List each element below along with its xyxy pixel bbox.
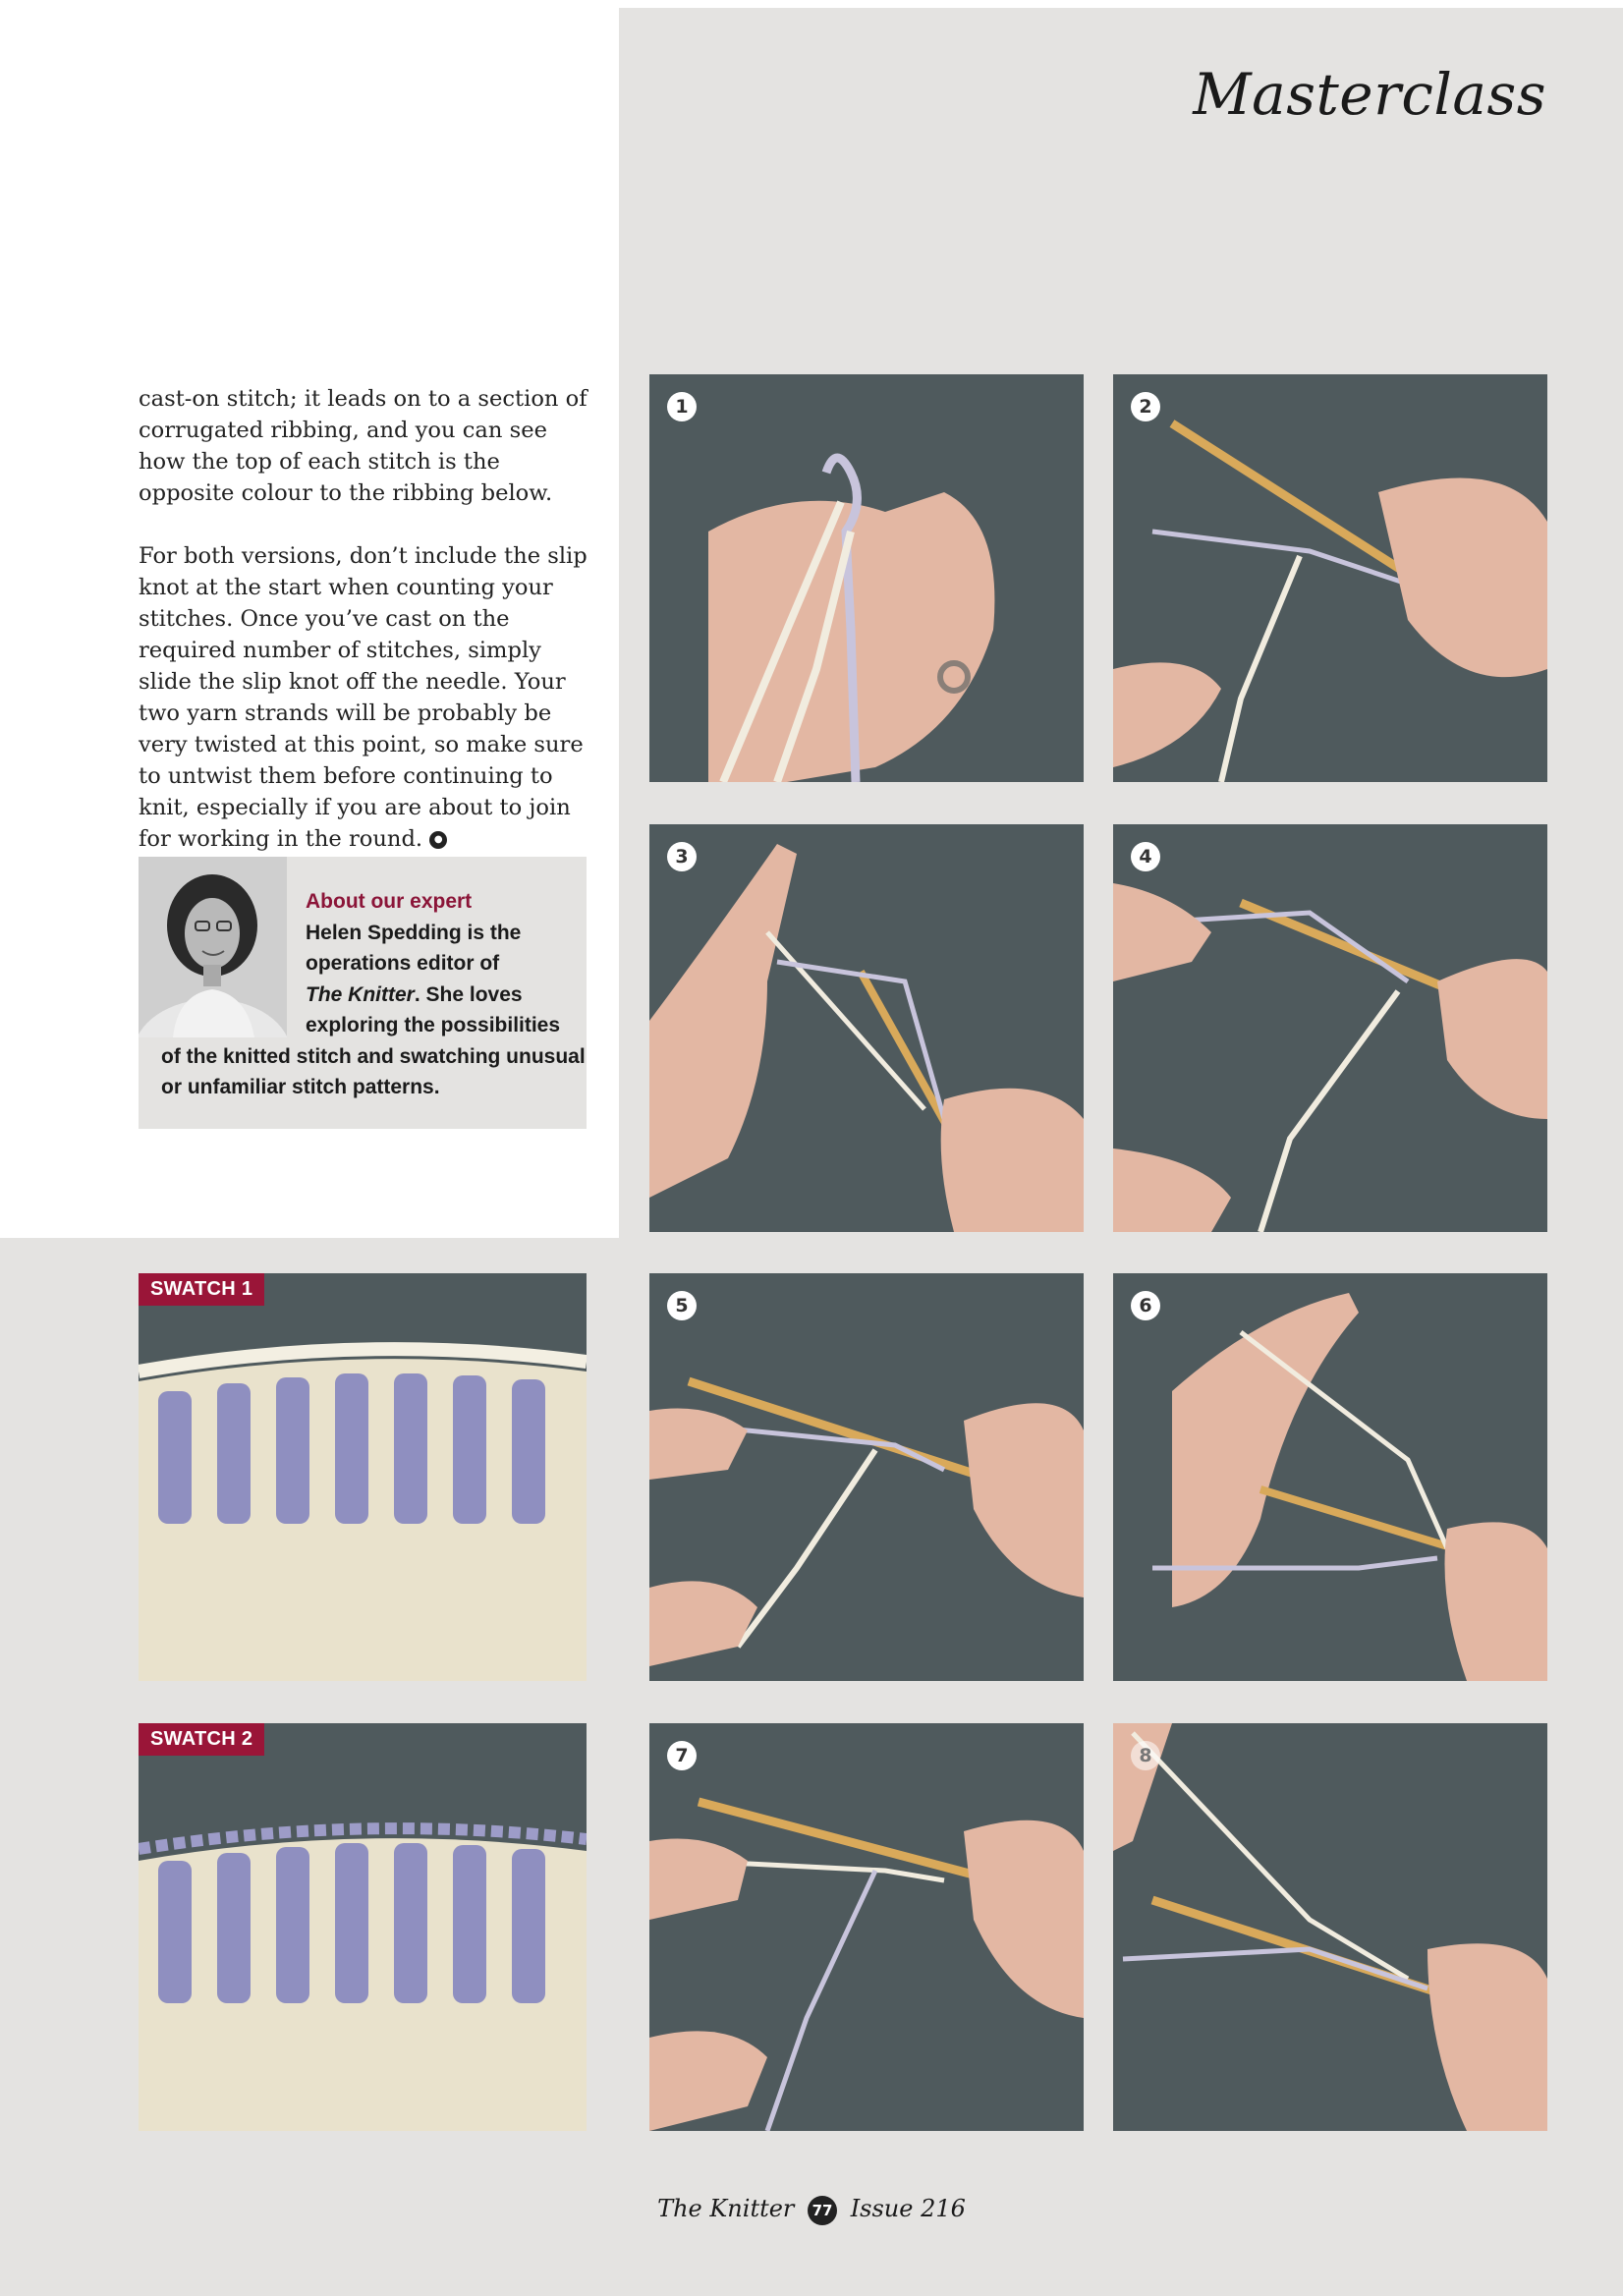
body-paragraph-1: cast-on stitch; it leads on to a section of corrugated ribbing, and you can see how the top of each stitch is the opposite colour to the ribbing below.	[139, 386, 588, 506]
step-photo-5	[649, 1273, 1084, 1681]
about-expert-box	[139, 857, 587, 1129]
expert-bio	[161, 886, 586, 1103]
step-photo-4	[1113, 824, 1547, 1232]
step-number-8: 8	[1131, 1741, 1160, 1770]
expert-line-5: of the knitted stitch and swatching unusual	[161, 1044, 586, 1068]
body-paragraph-2	[139, 540, 600, 855]
end-of-article-icon: ●	[429, 831, 447, 849]
step-number-4: 4	[1131, 842, 1160, 871]
expert-line-6: or unfamiliar stitch patterns.	[161, 1076, 440, 1098]
step-number-5: 5	[667, 1291, 697, 1320]
expert-line-4: exploring the possibilities	[306, 1014, 561, 1036]
step-number-6: 6	[1131, 1291, 1160, 1320]
expert-line-3	[161, 980, 574, 1011]
expert-heading: About our expert	[306, 890, 473, 913]
expert-line-2: operations editor of	[306, 952, 500, 975]
footer-magazine: The Knitter	[657, 2195, 795, 2222]
page-number: 77	[808, 2196, 837, 2225]
article-body	[139, 383, 600, 886]
step-photo-1	[649, 374, 1084, 782]
magazine-name: The Knitter	[306, 982, 415, 1006]
page-footer	[0, 2195, 1623, 2225]
step-photo-8	[1113, 1723, 1547, 2131]
step-photo-6	[1113, 1273, 1547, 1681]
step-number-7: 7	[667, 1741, 697, 1770]
body-paragraph-2-text: For both versions, don’t include the slip knot at the start when counting your stitches. Once you’ve cast on the required number of stitches, simply slide the slip knot off the needle. Your two yarn strands will be probably be very twisted at this point, so make sure to untwist them before continuing to knit, especially if you are about to join for working in the round.	[139, 543, 588, 852]
swatch-2-photo	[139, 1723, 587, 2131]
swatch-2-label: SWATCH 2	[139, 1723, 264, 1756]
swatch-1-photo	[139, 1273, 587, 1681]
expert-line-3-rest: . She loves	[414, 982, 523, 1006]
step-photo-2	[1113, 374, 1547, 782]
step-number-1: 1	[667, 392, 697, 421]
swatch-1-label: SWATCH 1	[139, 1273, 264, 1306]
expert-line-1: Helen Spedding is the	[306, 921, 522, 944]
step-photo-3	[649, 824, 1084, 1232]
page-title: Masterclass	[1193, 61, 1546, 128]
step-photo-7	[649, 1723, 1084, 2131]
step-number-3: 3	[667, 842, 697, 871]
step-number-2: 2	[1131, 392, 1160, 421]
footer-issue: Issue 216	[850, 2195, 966, 2222]
